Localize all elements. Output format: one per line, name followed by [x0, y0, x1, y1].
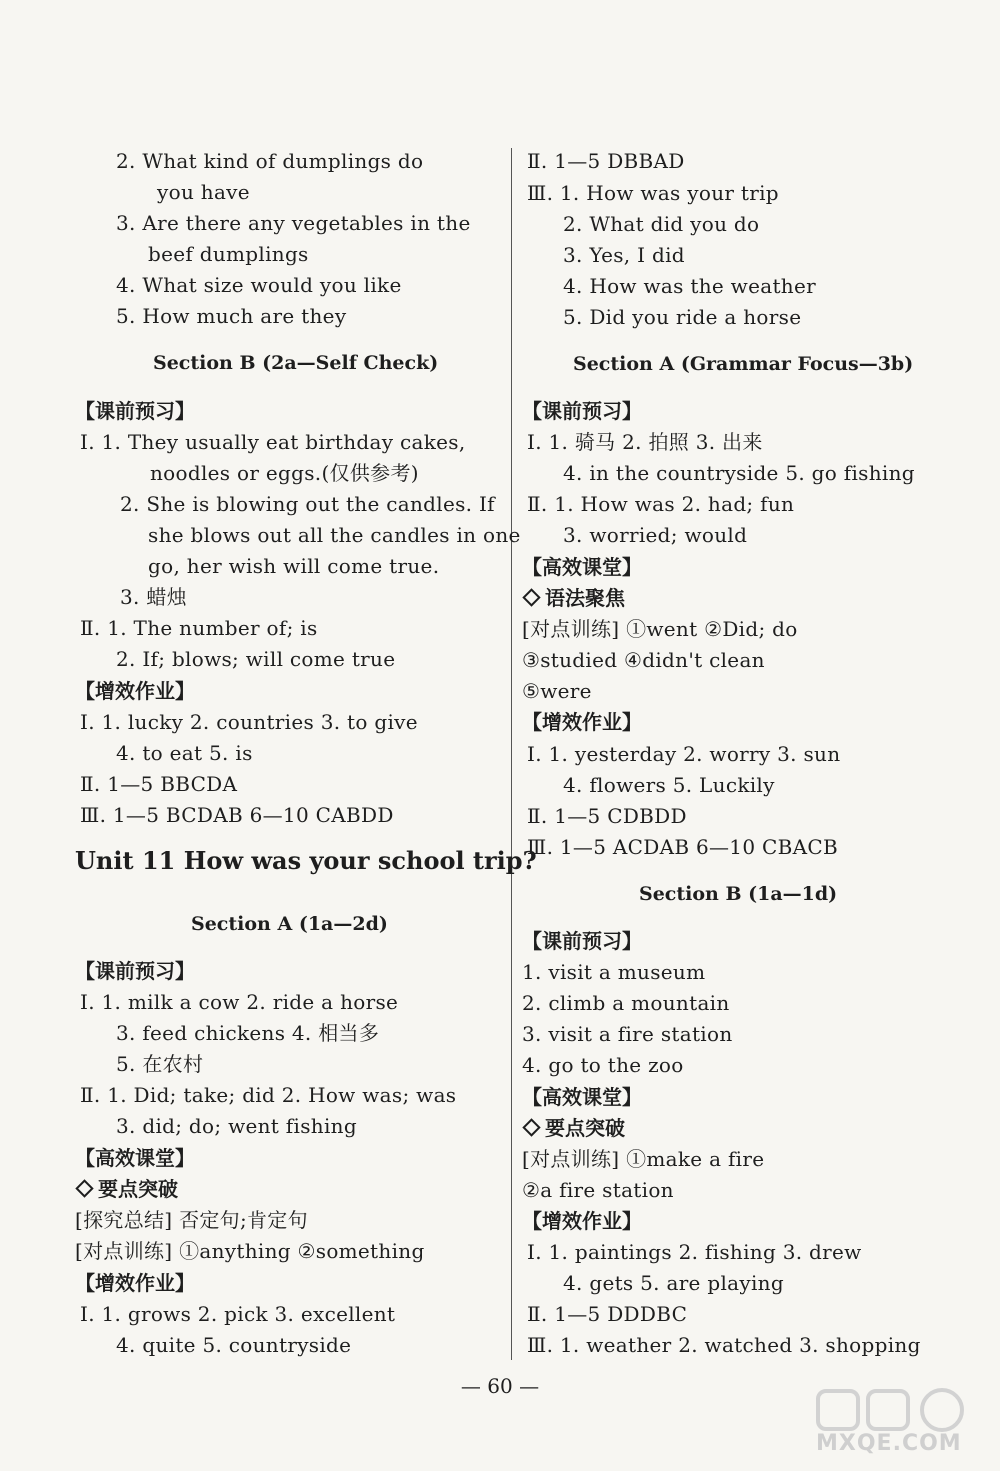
answer-line: Ⅱ. 1—5 CDBDD: [527, 804, 687, 828]
answer-line: [对点训练] ①anything ②something: [75, 1239, 425, 1263]
section-heading: Section B (2a—Self Check): [153, 352, 439, 374]
bracket-heading: 【高效课堂】: [75, 1146, 195, 1170]
answer-line: 5. How much are they: [116, 304, 347, 328]
answer-line: 3. did; do; went fishing: [116, 1114, 357, 1138]
unit-title: Unit 11 How was your school trip?: [75, 846, 537, 875]
answer-line: you have: [157, 180, 250, 204]
answer-line: Ⅰ. 1. grows 2. pick 3. excellent: [80, 1302, 396, 1326]
watermark-logo-icon: [810, 1385, 990, 1435]
answer-line: 4. to eat 5. is: [116, 741, 253, 765]
bracket-heading: 【高效课堂】: [522, 1085, 642, 1109]
diamond-icon: [522, 588, 540, 606]
subheading: [522, 585, 625, 611]
answer-line: ②a fire station: [522, 1178, 674, 1202]
section-heading: Section A (Grammar Focus—3b): [573, 353, 914, 375]
answer-line: ⑤were: [522, 679, 592, 703]
answer-line: 1. visit a museum: [522, 960, 706, 984]
answer-line: Ⅰ. 1. 骑马 2. 拍照 3. 出来: [527, 430, 763, 454]
bracket-heading: 【课前预习】: [522, 929, 642, 953]
bracket-heading: 【增效作业】: [75, 679, 195, 703]
answer-line: Ⅰ. 1. yesterday 2. worry 3. sun: [527, 742, 841, 766]
answer-line: Ⅲ. 1—5 ACDAB 6—10 CBACB: [527, 835, 838, 859]
answer-line: Ⅰ. 1. milk a cow 2. ride a horse: [80, 990, 399, 1014]
answer-line: Ⅱ. 1—5 BBCDA: [80, 772, 238, 796]
bracket-heading: 【增效作业】: [75, 1271, 195, 1295]
answer-line: Ⅰ. 1. They usually eat birthday cakes,: [80, 430, 466, 454]
answer-line: 4. in the countryside 5. go fishing: [563, 461, 915, 485]
subheading-label: 语法聚焦: [545, 586, 625, 610]
answer-line: 4. flowers 5. Luckily: [563, 773, 775, 797]
answer-line: Ⅲ. 1. weather 2. watched 3. shopping: [527, 1333, 921, 1357]
bracket-heading: 【增效作业】: [522, 1209, 642, 1233]
answer-line: Ⅱ. 1—5 DDDBC: [527, 1302, 688, 1326]
answer-line: Ⅱ. 1. The number of; is: [80, 616, 318, 640]
answer-line: 4. What size would you like: [116, 273, 402, 297]
answer-line: 4. gets 5. are playing: [563, 1271, 784, 1295]
answer-line: 2. climb a mountain: [522, 991, 730, 1015]
answer-line: Ⅱ. 1. Did; take; did 2. How was; was: [80, 1083, 457, 1107]
answer-line: 3. 蜡烛: [120, 585, 187, 609]
answer-line: 3. feed chickens 4. 相当多: [116, 1021, 380, 1045]
bracket-heading: 【高效课堂】: [522, 555, 642, 579]
answer-line: Ⅰ. 1. paintings 2. fishing 3. drew: [527, 1240, 862, 1264]
answer-line: noodles or eggs.(仅供参考): [150, 461, 419, 485]
answer-line: [对点训练] ①make a fire: [522, 1147, 765, 1171]
answer-line: [对点训练] ①went ②Did; do: [522, 617, 798, 641]
answer-line: 3. Are there any vegetables in the: [116, 211, 471, 235]
answer-line: Ⅱ. 1. How was 2. had; fun: [527, 492, 795, 516]
bracket-heading: 【课前预习】: [75, 399, 195, 423]
diamond-icon: [522, 1118, 540, 1136]
answer-line: 5. 在农村: [116, 1052, 204, 1076]
page-number: — 60 —: [460, 1374, 540, 1398]
answer-line: she blows out all the candles in one: [148, 523, 521, 547]
section-heading: Section B (1a—1d): [639, 883, 838, 905]
answer-line: 2. She is blowing out the candles. If: [120, 492, 495, 516]
answer-line: 2. What kind of dumplings do: [116, 149, 424, 173]
answer-line: Ⅰ. 1. lucky 2. countries 3. to give: [80, 710, 418, 734]
answer-line: go, her wish will come true.: [148, 554, 440, 578]
answer-line: Ⅱ. 1—5 DBBAD: [527, 149, 685, 173]
bracket-heading: 【课前预习】: [75, 959, 195, 983]
subheading: [522, 1115, 625, 1141]
answer-line: 4. go to the zoo: [522, 1053, 684, 1077]
answer-line: 2. If; blows; will come true: [116, 647, 396, 671]
subheading: [75, 1176, 178, 1202]
answer-line: ③studied ④didn't clean: [522, 648, 765, 672]
bracket-heading: 【课前预习】: [522, 399, 642, 423]
diamond-icon: [75, 1179, 93, 1197]
answer-line: 3. visit a fire station: [522, 1022, 733, 1046]
bracket-heading: 【增效作业】: [522, 710, 642, 734]
answer-line: [探究总结] 否定句;肯定句: [75, 1208, 308, 1232]
answer-line: 3. Yes, I did: [563, 243, 685, 267]
answer-line: 2. What did you do: [563, 212, 760, 236]
answer-line: Ⅲ. 1—5 BCDAB 6—10 CABDD: [80, 803, 394, 827]
column-divider: [511, 148, 512, 1360]
watermark-text: MXQE.COM: [816, 1431, 962, 1456]
section-heading: Section A (1a—2d): [191, 913, 388, 935]
answer-line: 4. How was the weather: [563, 274, 816, 298]
answer-line: 4. quite 5. countryside: [116, 1333, 352, 1357]
subheading-label: 要点突破: [98, 1177, 178, 1201]
answer-line: 5. Did you ride a horse: [563, 305, 802, 329]
answer-line: Ⅲ. 1. How was your trip: [527, 181, 779, 205]
answer-line: beef dumplings: [148, 242, 309, 266]
answer-line: 3. worried; would: [563, 523, 748, 547]
subheading-label: 要点突破: [545, 1116, 625, 1140]
watermark: [810, 1385, 990, 1465]
